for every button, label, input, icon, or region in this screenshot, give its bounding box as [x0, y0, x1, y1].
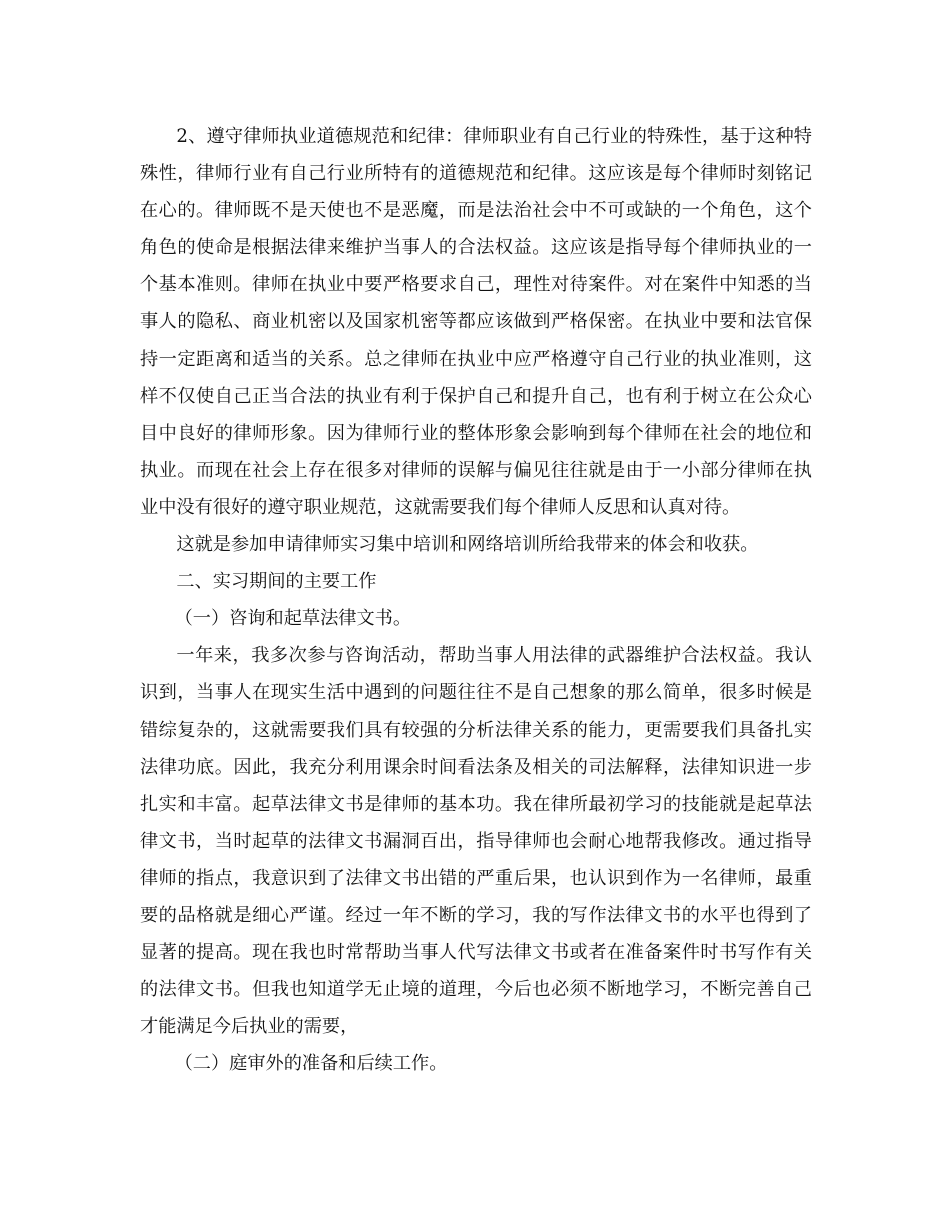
subsection-heading-trial-prep: （二）庭审外的准备和后续工作。	[174, 1053, 448, 1075]
paragraph-ethics: 2、遵守律师执业道德规范和纪律：律师职业有自己行业的特殊性，基于这种特殊性，律师行业有自己行业所特有的道德规范和纪律。这应该是每个律师时刻铭记在心的。律师既不是天使也不是恶魔，而是法治社会中不可或缺的一个角色，这个角色的使命是根据法律来维护当事人的合法权益。这应该是指导每个律师执业的一个基本准则。律师在执业中要严格要求自己，理性对待案件。对在案件中知悉的当事人的隐私、商业机密以及国家机密等都应该做到严格保密。在执业中要和法官保持一定距离和适当的关系。总之律师在执业中应严格遵守自己行业的执业准则，这样不仅使自己正当合法的执业有利于保护自己和提升自己，也有利于树立在公众心目中良好的律师形象。因为律师行业的整体形象会影响到每个律师在社会的地位和执业。而现在社会上存在很多对律师的误解与偏见往往就是由于一小部分律师在执业中没有很好的遵守职业规范，这就需要我们每个律师人反思和认真对待。	[140, 126, 812, 518]
paragraph-summary: 这就是参加申请律师实习集中培训和网络培训所给我带来的体会和收获。	[176, 534, 759, 556]
document-body	[140, 118, 812, 1082]
subsection-heading-consulting: （一）咨询和起草法律文书。	[174, 608, 412, 630]
section-heading: 二、实习期间的主要工作	[176, 571, 377, 593]
paragraph-consulting: 一年来，我多次参与咨询活动，帮助当事人用法律的武器维护合法权益。我认识到，当事人在现实生活中遇到的问题往往不是自己想象的那么简单，很多时候是错综复杂的，这就需要我们具有较强的分析法律关系的能力，更需要我们具备扎实法律功底。因此，我充分利用课余时间看法条及相关的司法解释，法律知识进一步扎实和丰富。起草法律文书是律师的基本功。我在律所最初学习的技能就是起草法律文书，当时起草的法律文书漏洞百出，指导律师也会耐心地帮我修改。通过指导律师的指点，我意识到了法律文书出错的严重后果，也认识到作为一名律师，最重要的品格就是细心严谨。经过一年不断的学习，我的写作法律文书的水平也得到了显著的提高。现在我也时常帮助当事人代写法律文书或者在准备案件时书写作有关的法律文书。但我也知道学无止境的道理，今后也必须不断地学习，不断完善自己才能满足今后执业的需要，	[140, 645, 812, 1038]
